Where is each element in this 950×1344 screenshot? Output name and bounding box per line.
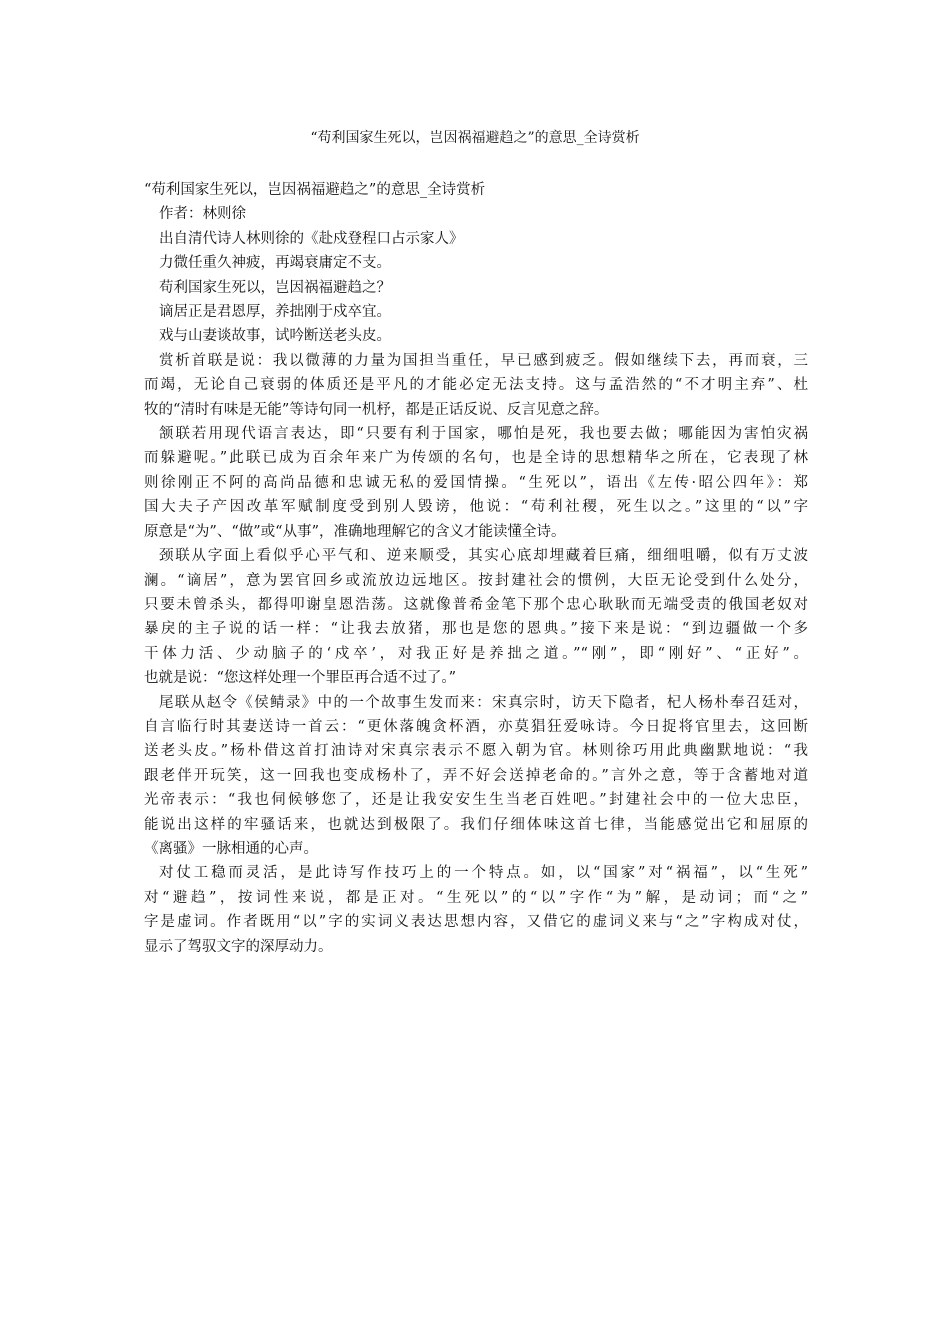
- text-line: 干体力活、少动脑子的‘戍卒’，对我正好是养拙之道。”“刚”，即“刚好”、“正好”。: [144, 645, 808, 662]
- page-title: “苟利国家生死以，岂因祸福避趋之”的意思_全诗赏析: [310, 130, 640, 146]
- text-line: “苟利国家生死以，岂因祸福避趋之”的意思_全诗赏析: [144, 182, 486, 198]
- text-line: 只要未曾杀头，都得叩谢皇恩浩荡。这就像普希金笔下那个忠心耿耿而无端受责的俄国老奴对: [144, 596, 808, 613]
- text-line: 出自清代诗人林则徐的《赴戍登程口占示家人》: [159, 230, 464, 247]
- text-line: 原意是“为”、“做”或“从事”，准确地理解它的含义才能读懂全诗。: [144, 523, 566, 540]
- text-line: 则徐刚正不阿的高尚品德和忠诚无私的爱国情操。“生死以”，语出《左传·昭公四年》：郑: [144, 474, 808, 491]
- text-line: 光帝表示：“我也伺候够您了，还是让我安安生生当老百姓吧。”封建社会中的一位大忠臣，: [144, 792, 808, 809]
- text-line: 谪居正是君恩厚，养拙刚于戍卒宜。: [159, 304, 391, 321]
- text-line: 而躲避呢。”此联已成为百余年来广为传颂的名句，也是全诗的思想精华之所在，它表现了林: [144, 450, 808, 467]
- text-line: 作者：林则徐: [159, 206, 246, 223]
- text-line: 送老头皮。”杨朴借这首打油诗对宋真宗表示不愿入朝为官。林则徐巧用此典幽默地说：“我: [144, 743, 808, 760]
- text-line: 能说出这样的牢骚话来，也就达到极限了。我们仔细体味这首七律，当能感觉出它和屈原的: [144, 816, 808, 833]
- text-line: 对仗工稳而灵活，是此诗写作技巧上的一个特点。如，以“国家”对“祸福”，以“生死”: [159, 865, 808, 882]
- text-line: 国大夫子产因改革军赋制度受到别人毁谤，他说：“苟利社稷，死生以之。”这里的“以”字: [144, 499, 808, 516]
- text-line: 字是虚词。作者既用“以”字的实词义表达思想内容，又借它的虚词义来与“之”字构成对仗，: [144, 914, 808, 931]
- text-line: 对“避趋”，按词性来说，都是正对。“生死以”的“以”字作“为”解，是动词；而“之”: [144, 889, 808, 906]
- text-line: 暴戾的主子说的话一样：“让我去放猪，那也是您的恩典。”接下来是说：“到边疆做一个多: [144, 621, 808, 638]
- text-line: 也就是说：“您这样处理一个罪臣再合适不过了。”: [144, 670, 457, 687]
- text-line: 苟利国家生死以，岂因祸福避趋之？: [159, 279, 391, 296]
- article-body: [144, 178, 808, 959]
- text-line: 澜。“谪居”，意为罢官回乡或流放边远地区。按封建社会的惯例，大臣无论受到什么处分，: [144, 572, 808, 589]
- text-line: 跟老伴开玩笑，这一回我也变成杨朴了，弄不好会送掉老命的。”言外之意，等于含蓄地对道: [144, 767, 808, 784]
- text-line: 颔联若用现代语言表达，即“只要有利于国家，哪怕是死，我也要去做；哪能因为害怕灾祸: [159, 426, 808, 443]
- text-line: 自言临行时其妻送诗一首云：“更休落魄贪杯酒，亦莫猖狂爱咏诗。今日捉将官里去，这回断: [144, 718, 808, 735]
- text-line: 《离骚》一脉相通的心声。: [144, 840, 318, 857]
- text-line: 牧的“清时有味是无能”等诗句同一机杼，都是正话反说、反言见意之辞。: [144, 401, 609, 418]
- text-line: 力微任重久神疲，再竭衰庸定不支。: [159, 255, 391, 272]
- text-line: 颈联从字面上看似乎心平气和、逆来顺受，其实心底却埋藏着巨痛，细细咀嚼，似有万丈波: [159, 548, 808, 565]
- text-line: 而竭，无论自己衰弱的体质还是平凡的才能必定无法支持。这与孟浩然的“不才明主弃”、杜: [144, 377, 808, 394]
- text-line: 显示了驾驭文字的深厚动力。: [144, 938, 333, 955]
- text-line: 赏析首联是说：我以微薄的力量为国担当重任，早已感到疲乏。假如继续下去，再而衰，三: [159, 352, 808, 369]
- text-line: 戏与山妻谈故事，试吟断送老头皮。: [159, 328, 391, 345]
- text-line: 尾联从赵令《侯鲭录》中的一个故事生发而来：宋真宗时，访天下隐者，杞人杨朴奉召廷对，: [159, 694, 808, 711]
